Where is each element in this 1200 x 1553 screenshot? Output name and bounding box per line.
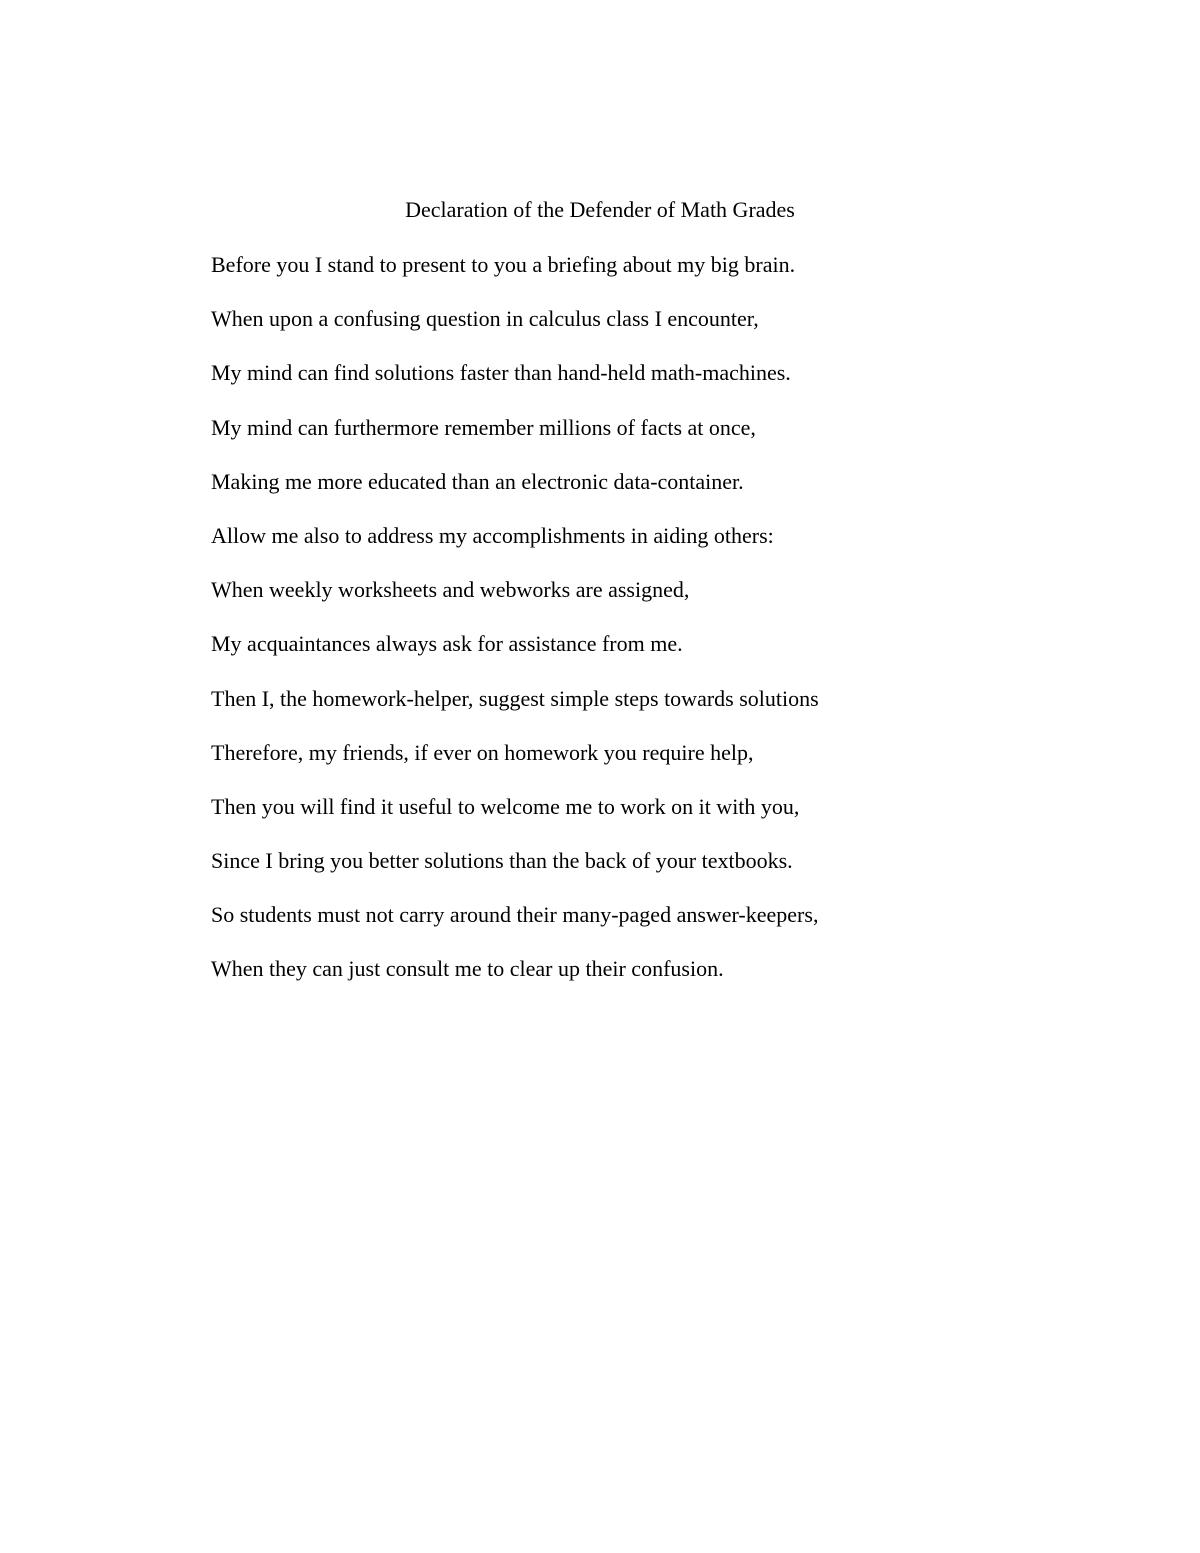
poem-line: My mind can furthermore remember millions of facts at once, <box>211 414 756 440</box>
poem-line: My mind can find solutions faster than hand-held math-machines. <box>211 360 791 386</box>
poem-line: Making me more educated than an electronic data-container. <box>211 468 744 494</box>
poem-body <box>211 250 819 1009</box>
poem-line: Allow me also to address my accomplishments in aiding others: <box>211 522 774 548</box>
document-title: Declaration of the Defender of Math Grades <box>405 197 795 222</box>
poem-line: When they can just consult me to clear up their confusion. <box>211 956 724 982</box>
poem-line: Then you will find it useful to welcome me to work on it with you, <box>211 793 800 819</box>
poem-line: When weekly worksheets and webworks are assigned, <box>211 577 690 603</box>
poem-line: So students must not carry around their many-paged answer-keepers, <box>211 902 819 928</box>
poem-line: Before you I stand to present to you a briefing about my big brain. <box>211 252 796 277</box>
poem-line: Since I bring you better solutions than the back of your textbooks. <box>211 848 793 874</box>
poem-line: Then I, the homework-helper, suggest simple steps towards solutions <box>211 685 819 711</box>
poem-line: My acquaintances always ask for assistance from me. <box>211 631 683 657</box>
poem-line: When upon a confusing question in calculus class I encounter, <box>211 306 759 332</box>
poem-line: Therefore, my friends, if ever on homework you require help, <box>211 739 754 765</box>
